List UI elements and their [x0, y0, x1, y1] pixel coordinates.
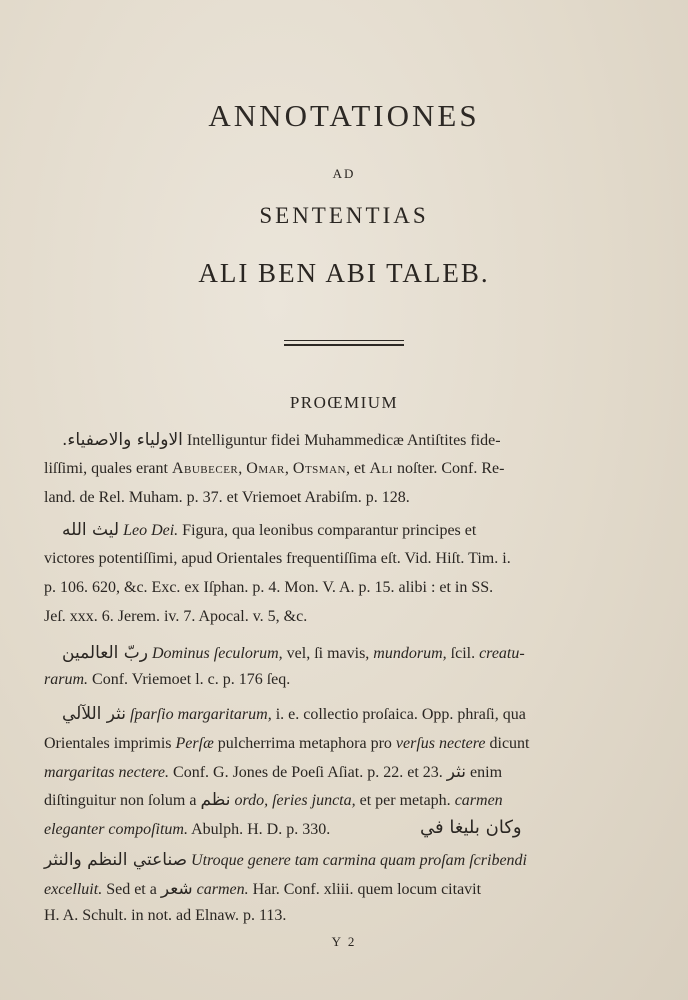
arabic-phrase: صناعتي النظم والنثر [44, 850, 188, 870]
name-ali: Ali [369, 460, 393, 477]
italic-gloss: verſus nectere [395, 735, 486, 752]
name-omar: Omar [246, 460, 285, 477]
text-line-5: victores potentiſſimi, apud Orientales frequentiſſima eſt. Vid. Hiſt. Tim. i. [44, 550, 511, 567]
line-text: Har. Conf. xliii. quem locum citavit [248, 881, 482, 898]
italic-gloss: mundorum, [373, 645, 447, 662]
line-text: noſter. Conf. Re- [392, 460, 505, 477]
line-text: et per metaph. [355, 792, 455, 809]
arabic-phrase: ربّ العالمين [62, 643, 148, 663]
line-text: Orientales imprimis [44, 735, 176, 752]
arabic-phrase: شعر [160, 879, 193, 899]
italic-gloss: Perſæ [175, 735, 214, 752]
line-text: vel, ſi mavis, [282, 645, 374, 662]
title-subject: ALI BEN ABI TALEB. [198, 258, 490, 288]
text-line-2 [44, 459, 504, 479]
italic-gloss: ſparſio margaritarum, [126, 706, 272, 723]
text-line-11 [44, 734, 530, 754]
text-line-13 [44, 790, 503, 811]
arabic-phrase: نثر اللآلي [62, 704, 127, 724]
italic-gloss: excelluit. [44, 881, 103, 898]
text-line-17: H. A. Schult. in not. ad Elnaw. p. 113. [44, 907, 287, 924]
italic-gloss: carmen [454, 792, 503, 809]
text-line-15 [44, 850, 527, 871]
arabic-phrase: نظم [200, 790, 231, 810]
arabic-phrase: نثر [446, 762, 467, 782]
line-text: Abulph. H. D. p. 330. [187, 821, 331, 838]
line-text: liſſimi, quales erant [44, 460, 172, 477]
line-text: Sed et a [102, 881, 161, 898]
text-line-6: p. 106. 620, &c. Exc. ex Iſphan. p. 4. Mon. V. A. p. 15. alibi : et in SS. [44, 579, 494, 596]
text-line-3: land. de Rel. Muham. p. 37. et Vriemoet Arabiſm. p. 128. [44, 489, 410, 506]
text-line-8 [62, 643, 525, 664]
line-text: Figura, qua leonibus comparantur principes et [178, 522, 477, 539]
line-text: Intelliguntur fidei Muhammedicæ Antiſtites fide- [182, 432, 501, 449]
line-text: enim [466, 764, 503, 781]
italic-gloss: ordo, ſeries juncta, [230, 792, 356, 809]
text-line-1 [62, 430, 501, 451]
text-line-14-arabic [420, 818, 522, 839]
line-text: Conf. G. Jones de Poeſi Aſiat. p. 22. et 23. [169, 764, 447, 781]
italic-gloss: eleganter compoſitum. [44, 821, 188, 838]
italic-gloss: carmen. [192, 881, 249, 898]
text-line-7: Jeſ. xxx. 6. Jerem. iv. 7. Apocal. v. 5, &c. [44, 608, 308, 625]
italic-gloss: creatu- [479, 645, 525, 662]
text-line-14 [44, 820, 330, 840]
italic-gloss: margaritas nectere. [44, 764, 170, 781]
text-line-9 [44, 670, 290, 690]
text-line-16 [44, 879, 481, 900]
line-text: Conf. Vriemoet l. c. p. 176 ſeq. [88, 671, 291, 688]
signature-mark: Y 2 [331, 934, 357, 949]
italic-gloss: rarum. [44, 671, 89, 688]
title-ad: AD [332, 166, 356, 181]
name-abubecer: Abubecer [171, 460, 239, 477]
text-line-12 [44, 762, 502, 783]
line-text: , [238, 460, 247, 477]
line-text: , et [345, 460, 370, 477]
line-text: diſtinguitur non ſolum a [44, 792, 201, 809]
arabic-phrase: الاولياء والاصفياء. [62, 430, 183, 450]
arabic-phrase: وكان بليغا في [420, 817, 522, 838]
line-text: pulcherrima metaphora pro [213, 735, 396, 752]
title-sententias: SENTENTIAS [259, 203, 429, 228]
italic-gloss: Leo Dei. [119, 522, 179, 539]
italic-gloss: Utroque genere tam carmina quam proſam ſcribendi [187, 852, 527, 869]
double-rule-divider [284, 340, 404, 346]
text-line-4 [62, 520, 476, 541]
line-text: , [284, 460, 293, 477]
line-text: ſcil. [446, 645, 480, 662]
italic-gloss: Dominus ſeculorum, [147, 645, 283, 662]
line-text: i. e. collectio proſaica. Opp. phraſi, qua [271, 706, 526, 723]
text-line-10 [62, 704, 526, 725]
page-title: ANNOTATIONES [208, 98, 480, 133]
name-otsman: Otsman [292, 460, 346, 477]
line-text: dicunt [485, 735, 530, 752]
section-heading: PROŒMIUM [289, 393, 399, 412]
arabic-phrase: ليث الله [62, 520, 120, 540]
